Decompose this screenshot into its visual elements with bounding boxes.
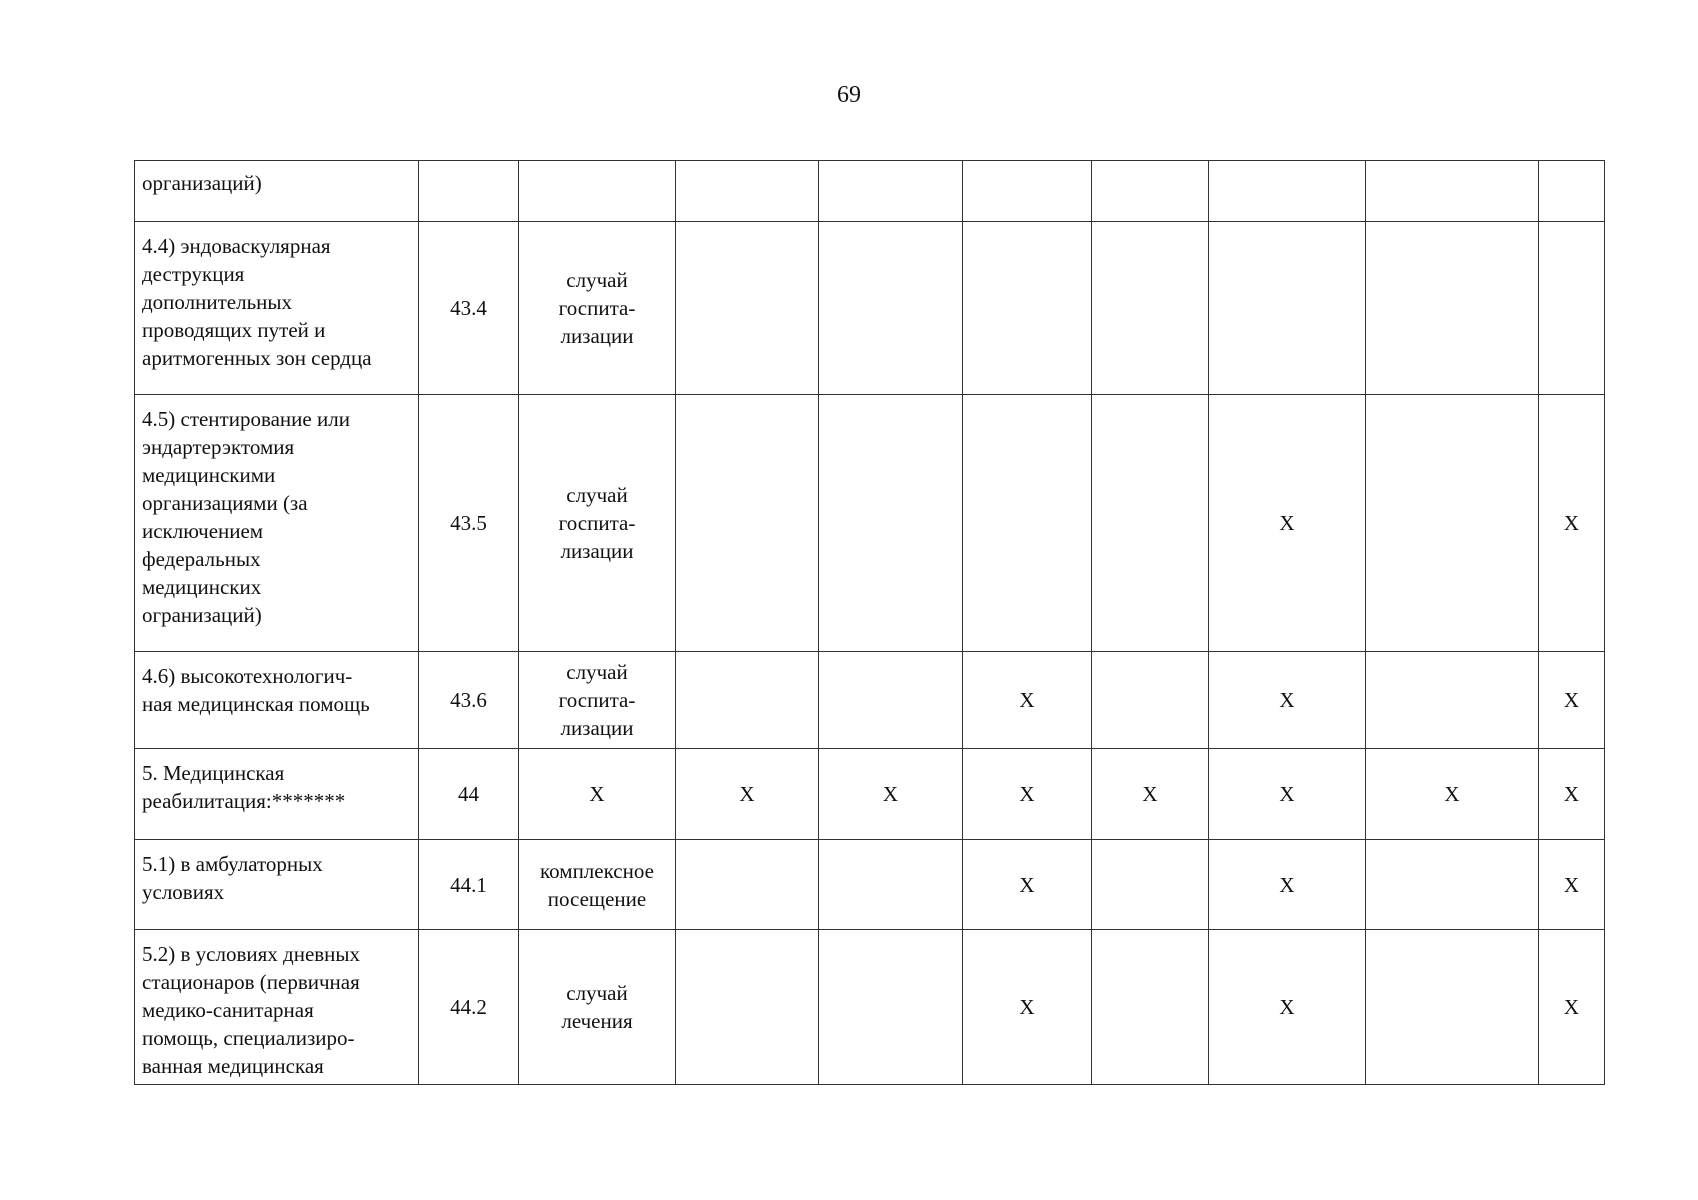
data-table bbox=[134, 160, 1605, 1085]
value-cell: X bbox=[819, 749, 963, 840]
row-unit-cell bbox=[519, 161, 676, 222]
row-code-cell: 44 bbox=[419, 749, 519, 840]
value-cell bbox=[819, 161, 963, 222]
row-unit-cell: случай госпита- лизации bbox=[519, 652, 676, 749]
value-cell bbox=[1092, 222, 1209, 395]
value-cell bbox=[819, 652, 963, 749]
value-cell: X bbox=[1209, 749, 1366, 840]
value-cell bbox=[1092, 930, 1209, 1085]
row-unit-cell: случай госпита- лизации bbox=[519, 222, 676, 395]
value-cell bbox=[676, 652, 819, 749]
value-cell: X bbox=[676, 749, 819, 840]
value-cell: X bbox=[1366, 749, 1539, 840]
value-cell bbox=[1539, 222, 1605, 395]
value-cell: X bbox=[963, 749, 1092, 840]
row-name-cell: 4.6) высокотехнологич- ная медицинская помощь bbox=[135, 652, 419, 749]
value-cell bbox=[819, 840, 963, 930]
value-cell bbox=[819, 222, 963, 395]
table-row bbox=[135, 652, 1605, 749]
value-cell bbox=[1539, 161, 1605, 222]
row-name-cell: 5.1) в амбулаторных условиях bbox=[135, 840, 419, 930]
value-cell bbox=[676, 161, 819, 222]
row-code-cell: 43.6 bbox=[419, 652, 519, 749]
page-number: 69 bbox=[837, 82, 861, 108]
row-unit-cell: случай лечения bbox=[519, 930, 676, 1085]
value-cell bbox=[1092, 652, 1209, 749]
row-unit-cell: X bbox=[519, 749, 676, 840]
row-unit-cell: случай госпита- лизации bbox=[519, 395, 676, 652]
value-cell bbox=[963, 395, 1092, 652]
value-cell bbox=[1092, 161, 1209, 222]
value-cell: X bbox=[963, 652, 1092, 749]
row-code-cell: 44.2 bbox=[419, 930, 519, 1085]
value-cell bbox=[963, 161, 1092, 222]
value-cell: X bbox=[1209, 840, 1366, 930]
value-cell bbox=[819, 930, 963, 1085]
value-cell bbox=[676, 222, 819, 395]
value-cell: X bbox=[1539, 930, 1605, 1085]
value-cell bbox=[963, 222, 1092, 395]
value-cell: X bbox=[1092, 749, 1209, 840]
value-cell bbox=[819, 395, 963, 652]
row-name-cell: 4.4) эндоваскулярная деструкция дополнительных проводящих путей и аритмогенных зон сердца bbox=[135, 222, 419, 395]
value-cell: X bbox=[1539, 652, 1605, 749]
row-code-cell bbox=[419, 161, 519, 222]
value-cell bbox=[1092, 840, 1209, 930]
value-cell bbox=[1366, 930, 1539, 1085]
row-name-cell: организаций) bbox=[135, 161, 419, 222]
value-cell: X bbox=[963, 930, 1092, 1085]
value-cell: X bbox=[1209, 395, 1366, 652]
value-cell: X bbox=[963, 840, 1092, 930]
value-cell bbox=[676, 840, 819, 930]
value-cell bbox=[1366, 840, 1539, 930]
value-cell: X bbox=[1539, 395, 1605, 652]
value-cell bbox=[676, 930, 819, 1085]
table-row bbox=[135, 840, 1605, 930]
value-cell bbox=[1366, 161, 1539, 222]
value-cell bbox=[1209, 161, 1366, 222]
value-cell: X bbox=[1209, 930, 1366, 1085]
row-code-cell: 43.5 bbox=[419, 395, 519, 652]
table-row bbox=[135, 395, 1605, 652]
value-cell bbox=[1366, 652, 1539, 749]
row-code-cell: 43.4 bbox=[419, 222, 519, 395]
value-cell bbox=[1209, 222, 1366, 395]
value-cell: X bbox=[1539, 749, 1605, 840]
table-row bbox=[135, 222, 1605, 395]
row-name-cell: 5. Медицинская реабилитация:******* bbox=[135, 749, 419, 840]
value-cell: X bbox=[1209, 652, 1366, 749]
table-row bbox=[135, 749, 1605, 840]
table-row bbox=[135, 161, 1605, 222]
row-unit-cell: комплексное посещение bbox=[519, 840, 676, 930]
value-cell: X bbox=[1539, 840, 1605, 930]
row-name-cell: 5.2) в условиях дневных стационаров (первичная медико-санитарная помощь, специализиро- ванная медицинская bbox=[135, 930, 419, 1085]
value-cell bbox=[1366, 395, 1539, 652]
value-cell bbox=[676, 395, 819, 652]
value-cell bbox=[1366, 222, 1539, 395]
row-code-cell: 44.1 bbox=[419, 840, 519, 930]
value-cell bbox=[1092, 395, 1209, 652]
table-row bbox=[135, 930, 1605, 1085]
row-name-cell: 4.5) стентирование или эндартерэктомия медицинскими организациями (за исключением федеральных медицинских огранизаций) bbox=[135, 395, 419, 652]
